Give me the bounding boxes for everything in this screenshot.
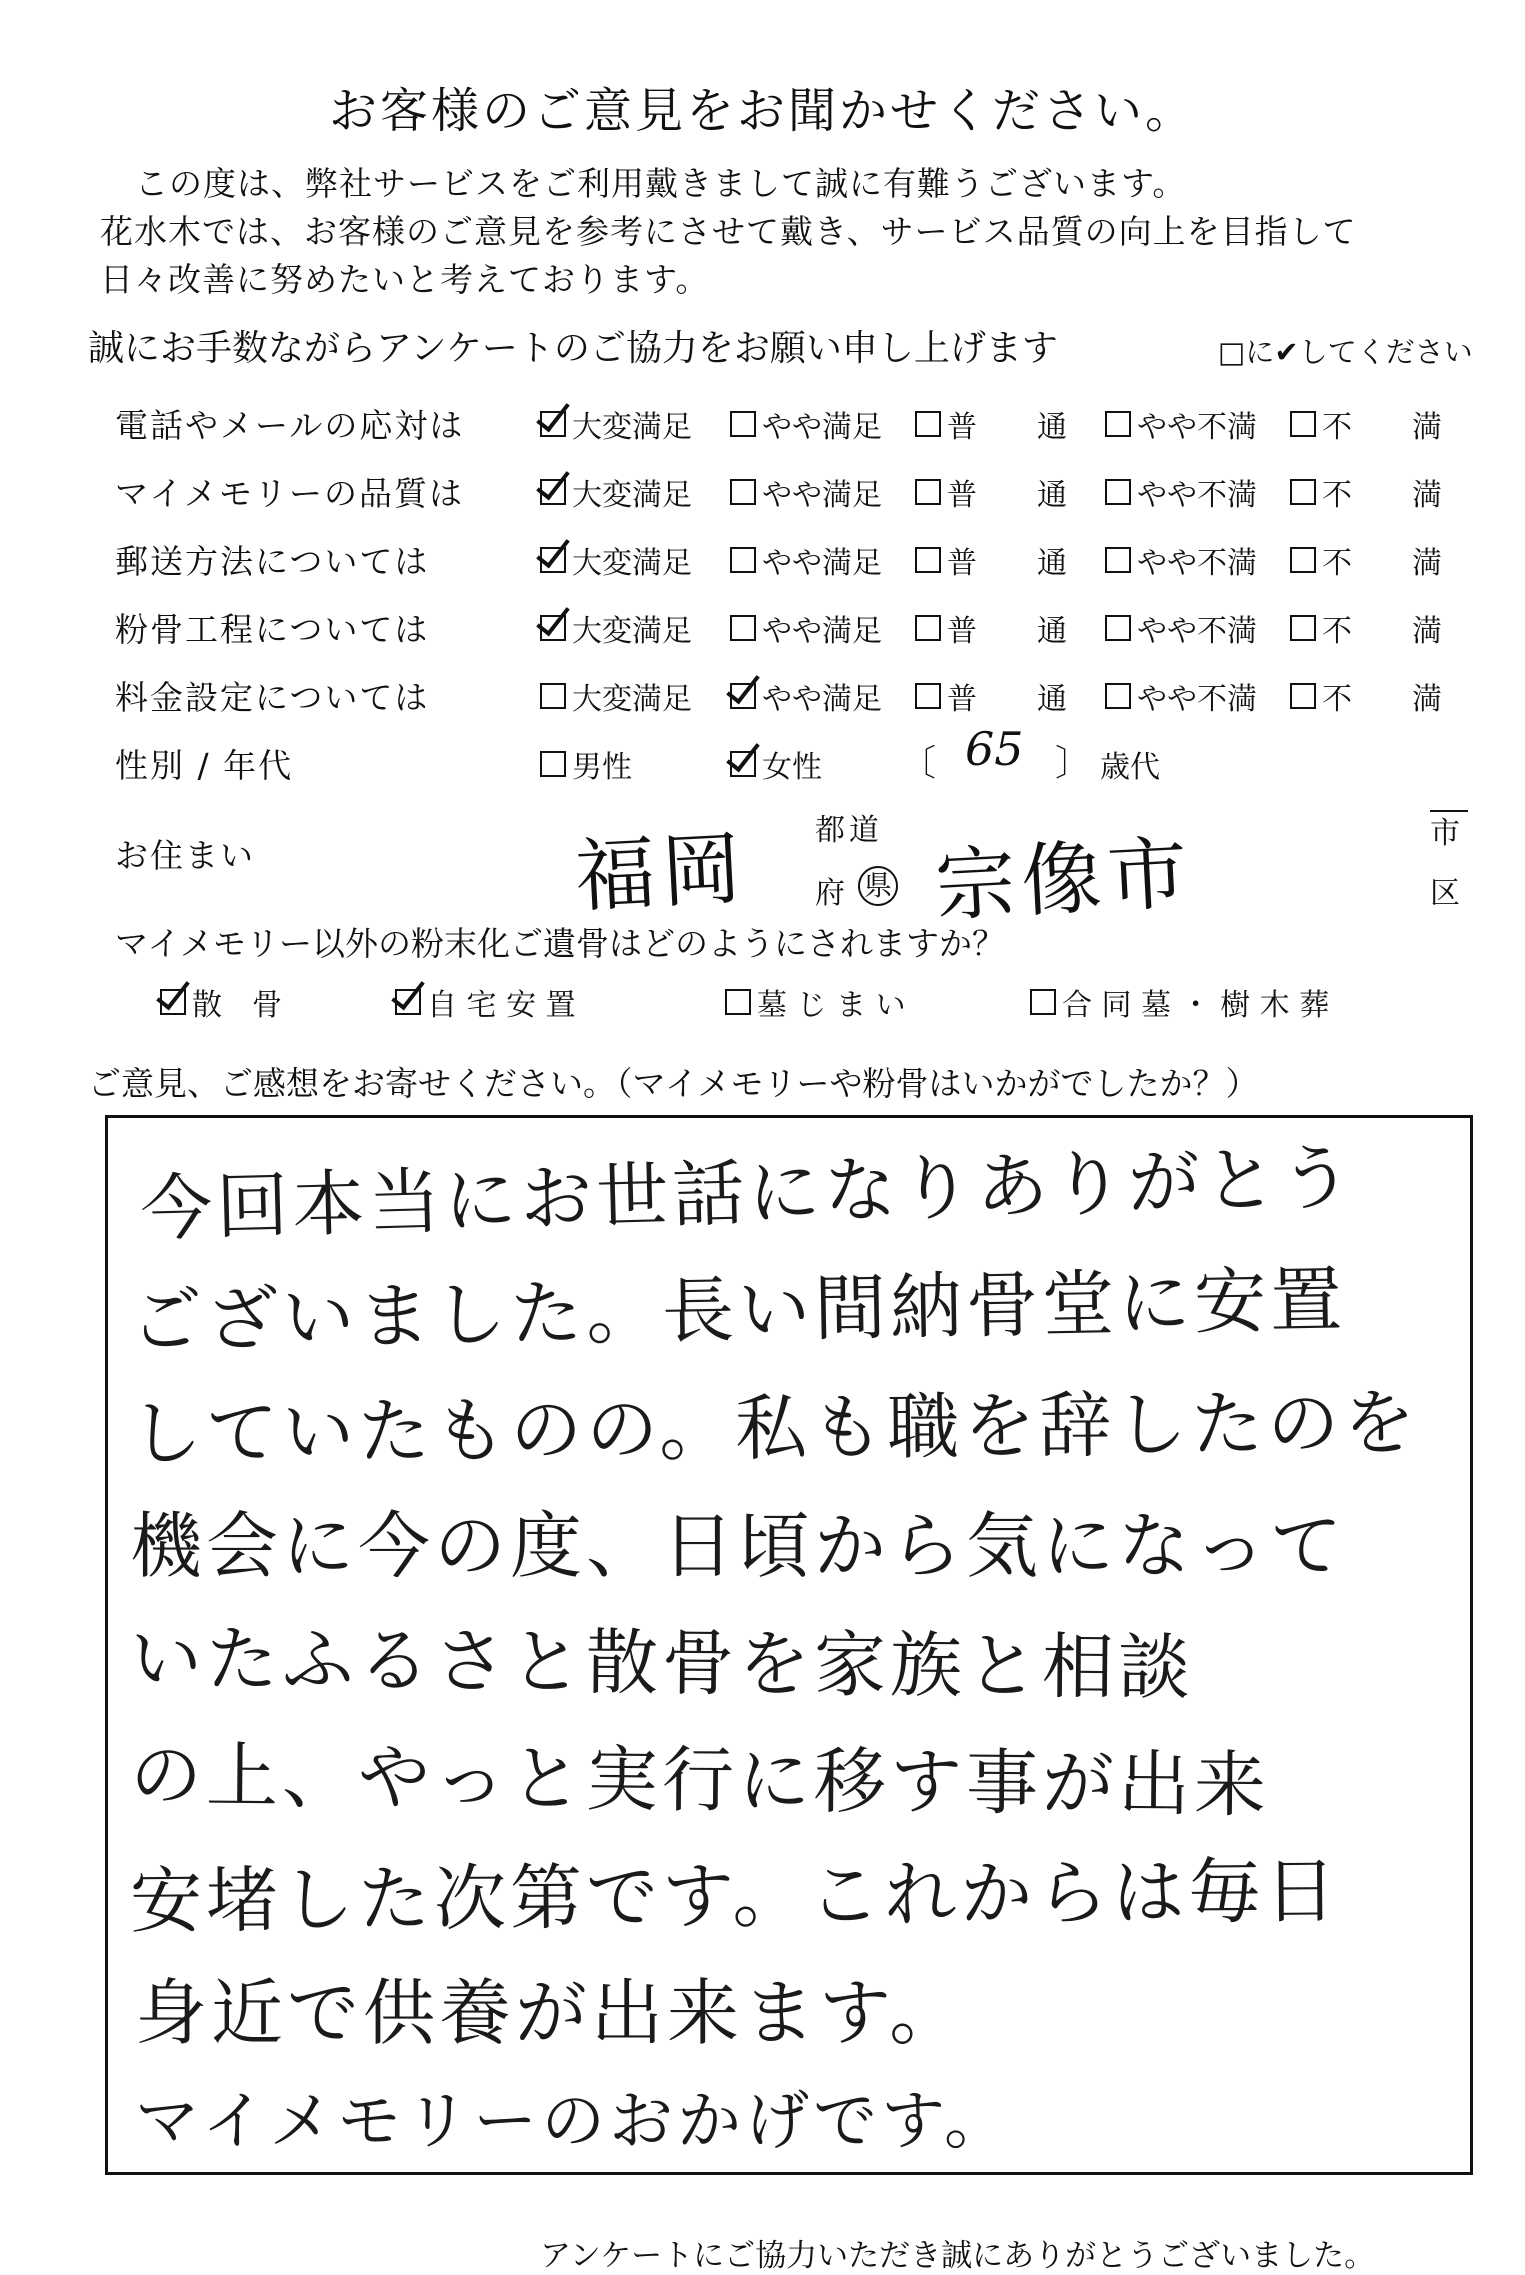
rating-checkbox[interactable] <box>540 479 566 505</box>
survey-request: 誠にお手数ながらアンケートのご協力をお願い申し上げます <box>88 328 1058 369</box>
rating-option-label: 普 通 <box>947 546 1067 581</box>
rating-option[interactable] <box>730 538 882 582</box>
rating-option[interactable] <box>1105 538 1257 582</box>
male-option[interactable] <box>540 742 632 786</box>
rating-checkbox[interactable] <box>730 683 756 709</box>
pref-type-ken: 県 <box>858 866 898 906</box>
rating-option-label: 普 通 <box>947 614 1067 649</box>
comment-line: いたふるさと散骨を家族と相談 <box>129 1616 1195 1710</box>
prefecture-value[interactable]: 福岡 <box>573 821 750 924</box>
rating-checkbox[interactable] <box>1105 411 1131 437</box>
comment-line: 機会に今の度、日頃から気になって <box>130 1504 1347 1588</box>
question-label: 電話やメールの応対は <box>115 406 465 445</box>
rating-option[interactable] <box>915 402 1067 446</box>
female-option[interactable] <box>730 742 822 786</box>
question-label: 郵送方法については <box>115 542 430 581</box>
rating-option[interactable] <box>730 402 882 446</box>
rating-option[interactable] <box>1105 470 1257 514</box>
address-label: お住まい <box>115 836 255 875</box>
rating-option[interactable] <box>730 606 882 650</box>
city-value[interactable]: 宗像市 <box>933 826 1196 933</box>
question-label: 料金設定については <box>115 678 430 717</box>
rating-option[interactable] <box>915 470 1067 514</box>
rating-checkbox[interactable] <box>1290 411 1316 437</box>
rating-option-label: やや不満 <box>1137 682 1257 717</box>
rating-checkbox[interactable] <box>730 479 756 505</box>
comment-heading: ご意見、ご感想をお寄せください。（マイメモリーや粉骨はいかがでしたか？） <box>88 1064 1259 1103</box>
rating-option-label: 不 満 <box>1322 546 1442 581</box>
rating-option-label: やや満足 <box>762 410 882 445</box>
home-label: 自 宅 安 置 <box>427 988 576 1023</box>
home-checkbox[interactable] <box>395 989 421 1015</box>
scatter-label: 散 骨 <box>192 988 282 1023</box>
rating-option-label: やや満足 <box>762 478 882 513</box>
ward-type-label: 区 <box>1430 876 1460 911</box>
rating-option[interactable] <box>540 674 692 718</box>
intro-line-3: 日々改善に努めたいと考えております。 <box>100 260 710 299</box>
rating-checkbox[interactable] <box>915 683 941 709</box>
comment-line: マイメモリーのおかげです。 <box>135 2085 1012 2159</box>
rating-checkbox[interactable] <box>915 615 941 641</box>
age-bracket-open: 〔 <box>900 743 937 784</box>
pref-type-fu: 府 <box>815 876 845 911</box>
joint-grave-checkbox[interactable] <box>1030 989 1056 1015</box>
rating-option-label: やや不満 <box>1137 478 1257 513</box>
rating-checkbox[interactable] <box>540 683 566 709</box>
rating-option[interactable] <box>540 538 692 582</box>
rating-option-label: 大変満足 <box>572 478 692 513</box>
rating-option[interactable] <box>1105 674 1257 718</box>
age-value[interactable]: 65 <box>965 722 1024 776</box>
comment-line: 今回本当にお世話になりありがとう <box>139 1135 1358 1251</box>
rating-checkbox[interactable] <box>1290 615 1316 641</box>
pref-type-top: 都道 <box>815 813 883 848</box>
rating-checkbox[interactable] <box>730 615 756 641</box>
male-label: 男性 <box>572 750 632 785</box>
intro-line-1: この度は、弊社サービスをご利用戴きまして誠に有難うございます。 <box>135 164 1187 203</box>
other-method-question: マイメモリー以外の粉末化ご遺骨はどのようにされますか？ <box>115 924 1006 963</box>
rating-checkbox[interactable] <box>1105 683 1131 709</box>
rating-option[interactable] <box>915 606 1067 650</box>
rating-option-label: やや満足 <box>762 682 882 717</box>
strike-mark-icon <box>1430 810 1468 812</box>
rating-option[interactable] <box>1105 402 1257 446</box>
other-option-scatter[interactable] <box>160 980 282 1024</box>
rating-option-label: 大変満足 <box>572 614 692 649</box>
rating-checkbox[interactable] <box>730 547 756 573</box>
rating-option[interactable] <box>540 470 692 514</box>
rating-checkbox[interactable] <box>1105 547 1131 573</box>
rating-option[interactable] <box>1290 470 1442 514</box>
other-option-home[interactable] <box>395 980 576 1024</box>
rating-option-label: やや不満 <box>1137 546 1257 581</box>
rating-checkbox[interactable] <box>540 615 566 641</box>
rating-option[interactable] <box>1105 606 1257 650</box>
joint-grave-label: 合 同 墓 ・ 樹 木 葬 <box>1062 988 1330 1023</box>
comment-line: していたものの。私も職を辞したのを <box>129 1380 1420 1476</box>
rating-checkbox[interactable] <box>1290 547 1316 573</box>
rating-checkbox[interactable] <box>1290 479 1316 505</box>
rating-option-label: 不 満 <box>1322 682 1442 717</box>
grave-closing-checkbox[interactable] <box>725 989 751 1015</box>
city-type-label: 市 <box>1430 816 1460 851</box>
comment-line: ございました。長い間納骨堂に安置 <box>129 1257 1347 1363</box>
question-label: 粉骨工程については <box>115 610 430 649</box>
age-bracket-close: 〕 <box>1055 743 1092 784</box>
grave-closing-label: 墓 じ ま い <box>757 988 906 1023</box>
rating-option-label: 普 通 <box>947 410 1067 445</box>
rating-checkbox[interactable] <box>540 547 566 573</box>
rating-option-label: 不 満 <box>1322 410 1442 445</box>
rating-option-label: やや満足 <box>762 614 882 649</box>
intro-line-2: 花水木では、お客様のご意見を参考にさせて戴き、サービス品質の向上を目指して <box>100 212 1357 251</box>
comment-line: 身近で供養が出来ます。 <box>135 1971 966 2055</box>
rating-option-label: やや不満 <box>1137 410 1257 445</box>
rating-checkbox[interactable] <box>540 411 566 437</box>
rating-option[interactable] <box>1290 674 1442 718</box>
rating-option[interactable] <box>540 402 692 446</box>
rating-option-label: 大変満足 <box>572 410 692 445</box>
rating-option[interactable] <box>915 538 1067 582</box>
rating-checkbox[interactable] <box>915 547 941 573</box>
check-instruction: □に✔してください <box>1218 335 1473 369</box>
comment-line: 安堵した次第です。これからは毎日 <box>129 1848 1341 1944</box>
rating-option-label: 不 満 <box>1322 614 1442 649</box>
gender-age-label: 性別 / 年代 <box>115 746 294 785</box>
male-checkbox[interactable] <box>540 751 566 777</box>
rating-option-label: 大変満足 <box>572 682 692 717</box>
rating-checkbox[interactable] <box>730 411 756 437</box>
rating-option[interactable] <box>915 674 1067 718</box>
question-label: マイメモリーの品質は <box>115 474 465 513</box>
rating-checkbox[interactable] <box>915 411 941 437</box>
female-checkbox[interactable] <box>730 751 756 777</box>
rating-option-label: 不 満 <box>1322 478 1442 513</box>
rating-option-label: やや満足 <box>762 546 882 581</box>
rating-option[interactable] <box>1290 402 1442 446</box>
rating-checkbox[interactable] <box>1290 683 1316 709</box>
female-label: 女性 <box>762 750 822 785</box>
rating-option[interactable] <box>1290 606 1442 650</box>
rating-option[interactable] <box>730 674 882 718</box>
scatter-checkbox[interactable] <box>160 989 186 1015</box>
thank-you-footer: アンケートにご協力いただき誠にありがとうございました。 <box>540 2238 1376 2274</box>
comment-line: の上、やっと実行に移す事が出来 <box>129 1733 1271 1827</box>
rating-option-label: 普 通 <box>947 478 1067 513</box>
other-option-grave-closing[interactable] <box>725 980 906 1024</box>
rating-checkbox[interactable] <box>915 479 941 505</box>
age-suffix: 歳代 <box>1100 750 1160 785</box>
rating-option-label: やや不満 <box>1137 614 1257 649</box>
page-title: お客様のご意見をお聞かせください。 <box>328 83 1196 139</box>
rating-option[interactable] <box>540 606 692 650</box>
rating-checkbox[interactable] <box>1105 479 1131 505</box>
rating-checkbox[interactable] <box>1105 615 1131 641</box>
rating-option[interactable] <box>1290 538 1442 582</box>
rating-option-label: 普 通 <box>947 682 1067 717</box>
rating-option[interactable] <box>730 470 882 514</box>
other-option-joint-grave[interactable] <box>1030 980 1329 1024</box>
rating-option-label: 大変満足 <box>572 546 692 581</box>
